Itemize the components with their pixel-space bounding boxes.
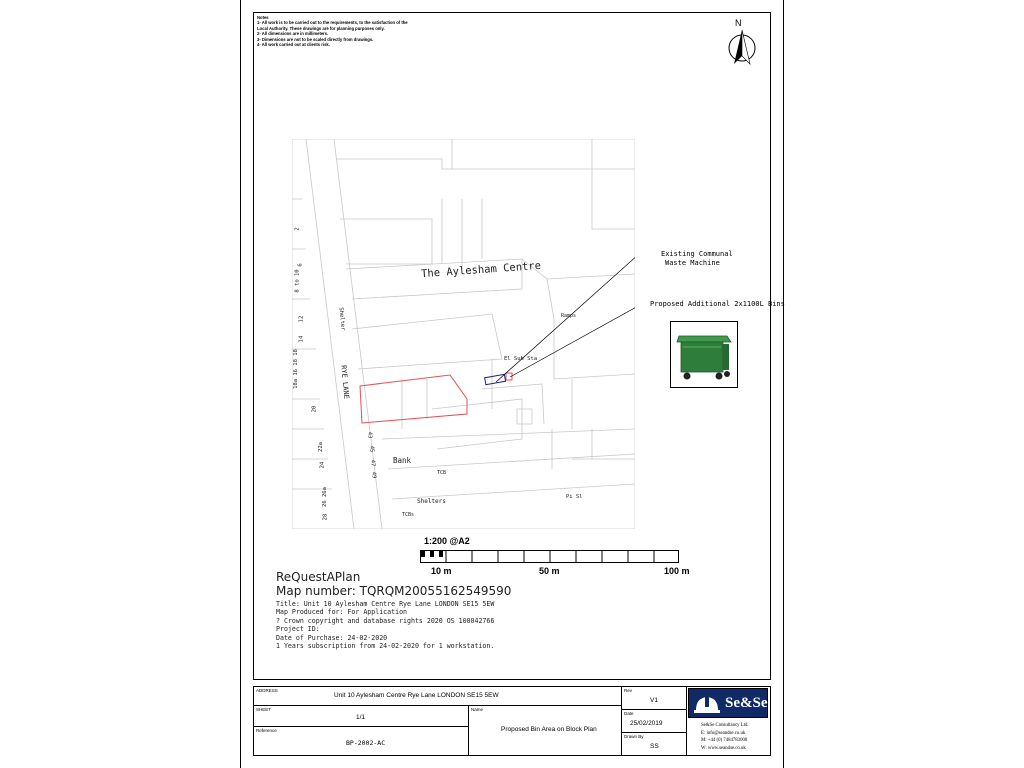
drawn-by-cell (621, 732, 687, 756)
shelters-label: Shelters (417, 498, 446, 505)
contact-line: W: www.seandse.co.uk (701, 745, 746, 751)
house-number: 28 (322, 513, 329, 521)
name-caption: Name (471, 707, 484, 712)
name-value: Proposed Bin Area on Block Plan (501, 726, 597, 733)
house-number: 24 (319, 461, 326, 469)
house-number: 2 (294, 227, 301, 231)
scale-title: 1:200 @A2 (424, 536, 470, 546)
note-line: 2- All dimensions are in millimeters. (257, 31, 329, 37)
address-caption: ADDRESS (256, 688, 278, 693)
address-value: Unit 10 Aylesham Centre Rye Lane LONDON SE15 5EW (334, 692, 499, 699)
sheet-value: 1/1 (356, 714, 366, 721)
reference-value: BP-2002-AC (346, 739, 386, 747)
logo-text: Se&Se (725, 695, 768, 711)
name-cell (468, 705, 622, 756)
company-logo (688, 688, 768, 718)
note-line: 1- All work is to be carried out to the requirements, to the satisfaction of the (257, 20, 408, 26)
note-line: Local Authority. These drawings are for planning purposes only. (257, 25, 385, 31)
callout-line: Waste Machine (665, 259, 720, 267)
requestaplan-block (276, 570, 511, 598)
existing-machine-callout (661, 250, 733, 268)
drawn-by-caption: Drawn By (624, 734, 644, 739)
road-label: RYE LANE (339, 364, 351, 400)
detail-line: Map Produced for: For Application (276, 608, 408, 617)
house-number: 14 (298, 335, 305, 343)
date-cell (621, 709, 687, 733)
detail-line: Date of Purchase: 24-02-2020 (276, 633, 388, 642)
tcb-label: TCB (437, 470, 447, 476)
house-number: 8 to 10 (294, 269, 301, 293)
note-line: 4- All work carried out at clients risk. (257, 42, 330, 48)
substation-label: El Sub Sta (504, 356, 538, 362)
detail-line: Project ID: (276, 625, 320, 634)
detail-line: Title: Unit 10 Aylesham Centre Rye Lane LONDON SE15 5EW (276, 600, 495, 608)
bank-label: Bank (393, 456, 412, 465)
bin-image-frame (670, 321, 738, 388)
company-contact (701, 722, 749, 752)
house-number: 18a 16 18 18 (292, 349, 299, 389)
reference-caption: Reference (256, 728, 277, 733)
proposed-bins-callout: Proposed Additional 2x1100L Bins (650, 300, 785, 308)
date-value: 25/02/2019 (630, 720, 663, 727)
scale-label: 50 m (539, 566, 560, 576)
house-number: 47 (369, 459, 376, 467)
requestaplan-details (276, 600, 494, 650)
tcbs-label: TCBs (402, 512, 415, 518)
north-arrow-icon (724, 18, 760, 68)
contact-line: M: +44 (0) 7484783000 (701, 738, 748, 744)
note-line: 3- Dimensions are not to be scaled directly from drawings. (257, 36, 374, 42)
pi-label: Pi Sl (566, 494, 583, 500)
date-caption: Date (624, 711, 634, 716)
rev-value: V1 (650, 697, 658, 704)
map-number: Map number: TQRQM20055162549590 (276, 584, 512, 598)
scale-label: 100 m (664, 566, 690, 576)
address-cell (253, 686, 622, 706)
sheet-cell (253, 705, 469, 727)
wheelie-bin-icon (671, 322, 737, 387)
requestaplan-brand: ReQuestAPlan (276, 570, 361, 584)
centre-label: The Aylesham Centre (420, 259, 542, 281)
notes-block (257, 15, 408, 47)
rev-caption: Rev (624, 688, 633, 693)
hard-hat-icon (693, 692, 721, 716)
detail-line: ? Crown copyright and database rights 2020 OS 100042766 (276, 616, 495, 625)
scale-bar (420, 550, 682, 564)
house-number: 49 (370, 471, 377, 479)
scale-label: 10 m (431, 566, 452, 576)
sheet-caption: SHEET (256, 707, 272, 712)
reference-cell (253, 726, 469, 756)
house-number: 43 (366, 431, 373, 439)
drawn-by-value: SS (650, 743, 659, 750)
block-plan-map (292, 139, 635, 529)
detail-line: 1 Years subscription from 24-02-2020 for 1 workstation. (276, 642, 495, 651)
house-number: 12 (298, 315, 305, 323)
house-number: 45 (368, 445, 375, 453)
shelter-label: Shelter (337, 307, 346, 331)
ramps-label: Ramps (561, 313, 577, 319)
house-number: 26 26a (321, 487, 328, 507)
house-number: 22a (317, 442, 324, 452)
house-number: 20 (311, 405, 318, 413)
contact-line: E: info@seandse.co.uk (701, 730, 746, 736)
house-number: 6 (297, 263, 304, 267)
contact-line: Se&Se Consultancy Ltd. (701, 723, 749, 728)
callout-line: Existing Communal (661, 250, 733, 258)
notes-heading: Notes (257, 15, 269, 20)
north-label: N (735, 18, 742, 28)
rev-cell (621, 686, 687, 710)
